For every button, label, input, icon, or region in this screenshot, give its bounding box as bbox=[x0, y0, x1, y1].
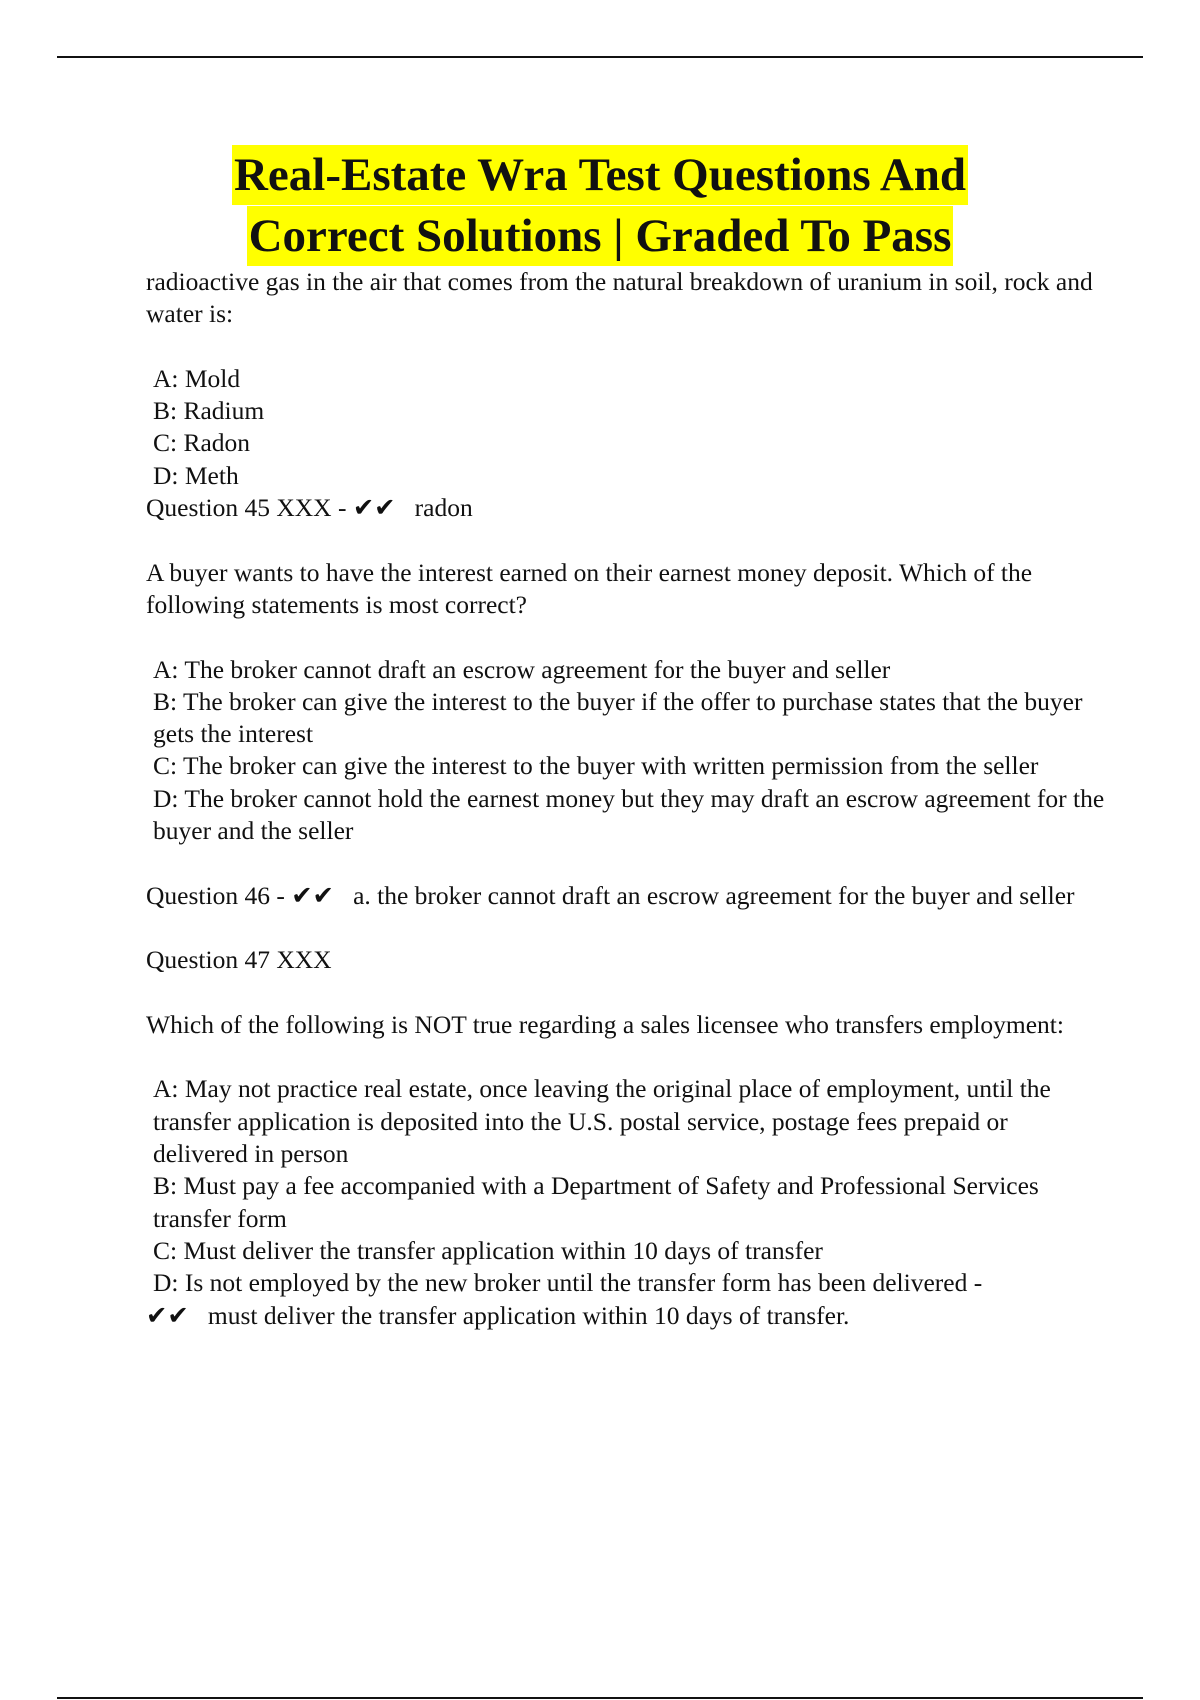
question-text: A buyer wants to have the interest earned on their earnest money deposit. Which of the following statements is most correct? bbox=[146, 557, 1033, 619]
answer-option: B: Must pay a fee accompanied with a Department of Safety and Professional Services transfer form bbox=[153, 1171, 1039, 1233]
answer-text: must deliver the transfer application within 10 days of transfer. bbox=[207, 1300, 850, 1330]
question-answer-line bbox=[146, 492, 1106, 524]
answer-option: C: Radon bbox=[153, 428, 251, 458]
question-header: Question 45 XXX - ✔✔ bbox=[146, 493, 396, 523]
question-text: radioactive gas in the air that comes from the natural breakdown of uranium in soil, rock and water is: bbox=[146, 267, 1093, 329]
title-line-1: Real-Estate Wra Test Questions And bbox=[232, 145, 968, 205]
answer-option: D: Is not employed by the new broker until the transfer form has been delivered - bbox=[153, 1268, 983, 1298]
question-answer-line bbox=[146, 880, 1106, 912]
title-line-2: Correct Solutions | Graded To Pass bbox=[247, 206, 954, 266]
answer-option: C: Must deliver the transfer application within 10 days of transfer bbox=[153, 1235, 823, 1265]
answer-option: B: The broker can give the interest to the buyer if the offer to purchase states that the buyer gets the interest bbox=[153, 686, 1083, 749]
document-title bbox=[100, 145, 1100, 267]
top-rule bbox=[57, 56, 1143, 58]
bottom-rule bbox=[57, 1697, 1143, 1699]
answer-option: D: Meth bbox=[153, 460, 239, 490]
answer-option: C: The broker can give the interest to the buyer with written permission from the seller bbox=[153, 751, 1039, 781]
question-header: Question 47 XXX bbox=[146, 945, 332, 975]
answer-option: B: Radium bbox=[153, 396, 265, 426]
question-header: Question 46 - ✔✔ bbox=[146, 880, 334, 910]
document-body bbox=[146, 266, 1106, 1332]
check-marks: ✔✔ bbox=[146, 1300, 189, 1330]
answer-option: D: The broker cannot hold the earnest money but they may draft an escrow agreement for the buyer and the seller bbox=[153, 783, 1105, 846]
answer-option: A: May not practice real estate, once leaving the original place of employment, until the transfer application is deposited into the U.S. postal service, postage fees prepaid or delivered in person bbox=[153, 1074, 1051, 1169]
answer-text: a. the broker cannot draft an escrow agreement for the buyer and seller bbox=[353, 880, 1075, 910]
question-answer-line bbox=[146, 1300, 1106, 1332]
answer-option: A: Mold bbox=[153, 363, 241, 393]
answer-option: A: The broker cannot draft an escrow agreement for the buyer and seller bbox=[153, 654, 891, 684]
answer-text: radon bbox=[414, 493, 473, 523]
question-text: Which of the following is NOT true regarding a sales licensee who transfers employment: bbox=[146, 1009, 1064, 1039]
